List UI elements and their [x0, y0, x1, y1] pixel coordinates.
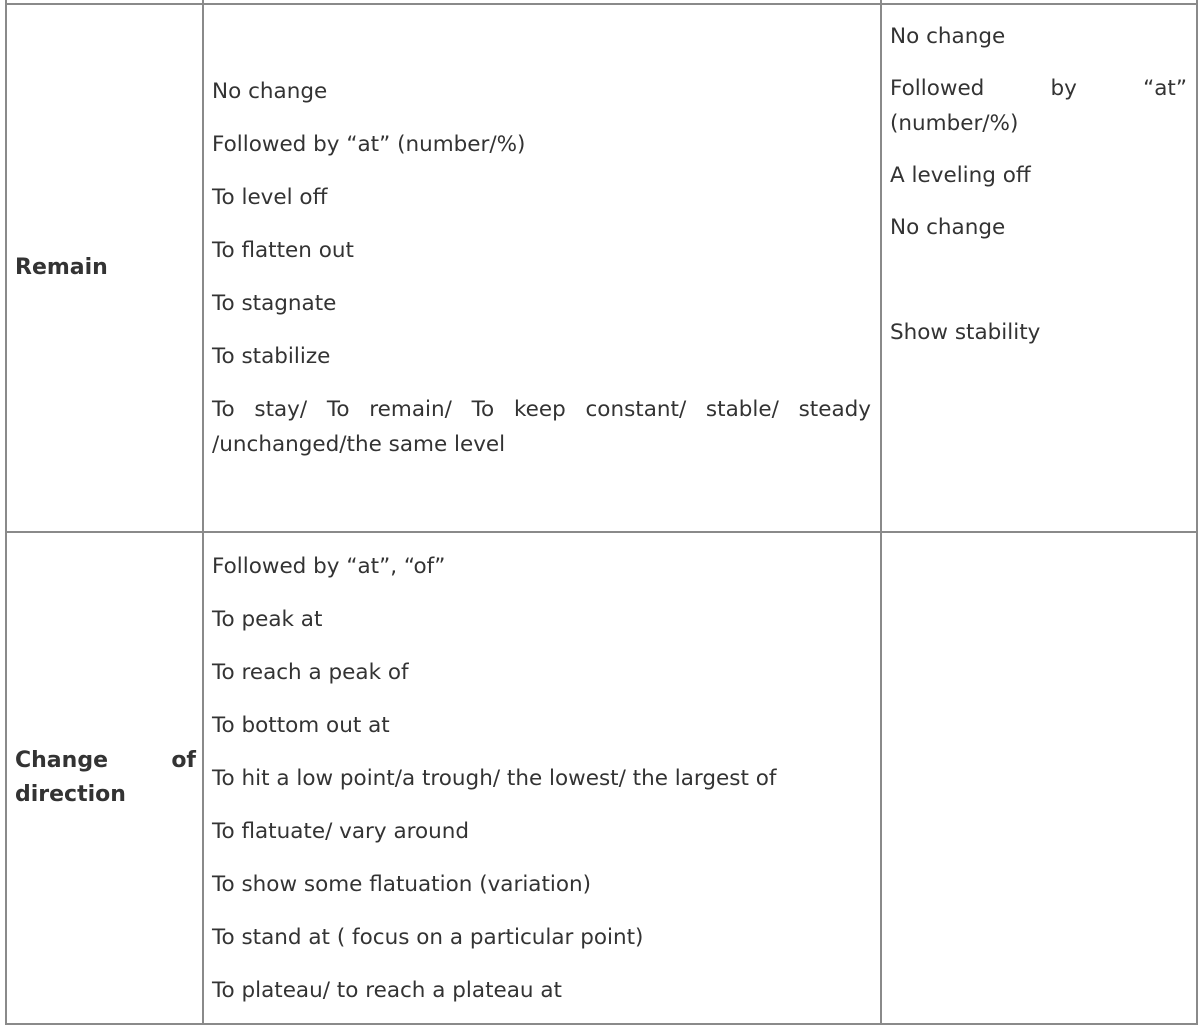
list-item: A leveling off [890, 163, 1031, 188]
list-item: No change [890, 215, 1006, 240]
list-item: Show stability [890, 320, 1041, 345]
list-item [890, 71, 1187, 141]
nouns-cell-empty [881, 532, 1197, 1024]
list-item: No change [212, 79, 328, 104]
spread-line [890, 71, 1187, 106]
list-item: To stabilize [212, 344, 331, 369]
phrase-list [204, 549, 880, 1008]
category-line: direction [15, 782, 126, 807]
list-item: To peak at [212, 606, 323, 632]
wrap-line: (number/%) [890, 111, 1019, 136]
list-item: To reach a peak of [212, 659, 409, 685]
list-item: To stand at ( focus on a particular point) [212, 924, 644, 950]
category-cell [6, 532, 203, 1024]
list-item: To hit a low point/a trough/ the lowest/ the largest of [212, 765, 777, 791]
list-item: To stagnate [212, 291, 337, 316]
list-item: Followed by “at” (number/%) [212, 132, 526, 157]
word: of [171, 748, 196, 773]
phrases-cell [203, 532, 881, 1024]
table-row-remain [6, 4, 1197, 532]
list-item: No change [890, 24, 1006, 49]
nouns-cell [881, 4, 1197, 532]
list-item: To flatten out [212, 238, 354, 263]
list-item: Followed by “at”, “of” [212, 553, 446, 579]
list-item: To stay/ To remain/ To keep constant/ stable/ steady /unchanged/the same level [212, 397, 871, 457]
list-item: To level off [212, 185, 328, 210]
word: Change [15, 748, 108, 773]
word: by [1050, 76, 1077, 101]
category-label [7, 744, 202, 812]
list-item: To bottom out at [212, 712, 390, 738]
noun-list [882, 19, 1196, 350]
list-item: To plateau/ to reach a plateau at [212, 977, 562, 1003]
category-label: Remain [15, 255, 108, 280]
phrase-list [204, 74, 880, 462]
table-row-change-of-direction [6, 532, 1197, 1024]
word: Followed [890, 76, 985, 101]
category-cell [6, 4, 203, 532]
phrases-cell [203, 4, 881, 532]
vocabulary-table [5, 0, 1198, 1025]
word: “at” [1143, 76, 1187, 101]
category-line [15, 744, 196, 778]
list-item: To show some flatuation (variation) [212, 871, 592, 897]
list-item: To flatuate/ vary around [212, 818, 470, 844]
